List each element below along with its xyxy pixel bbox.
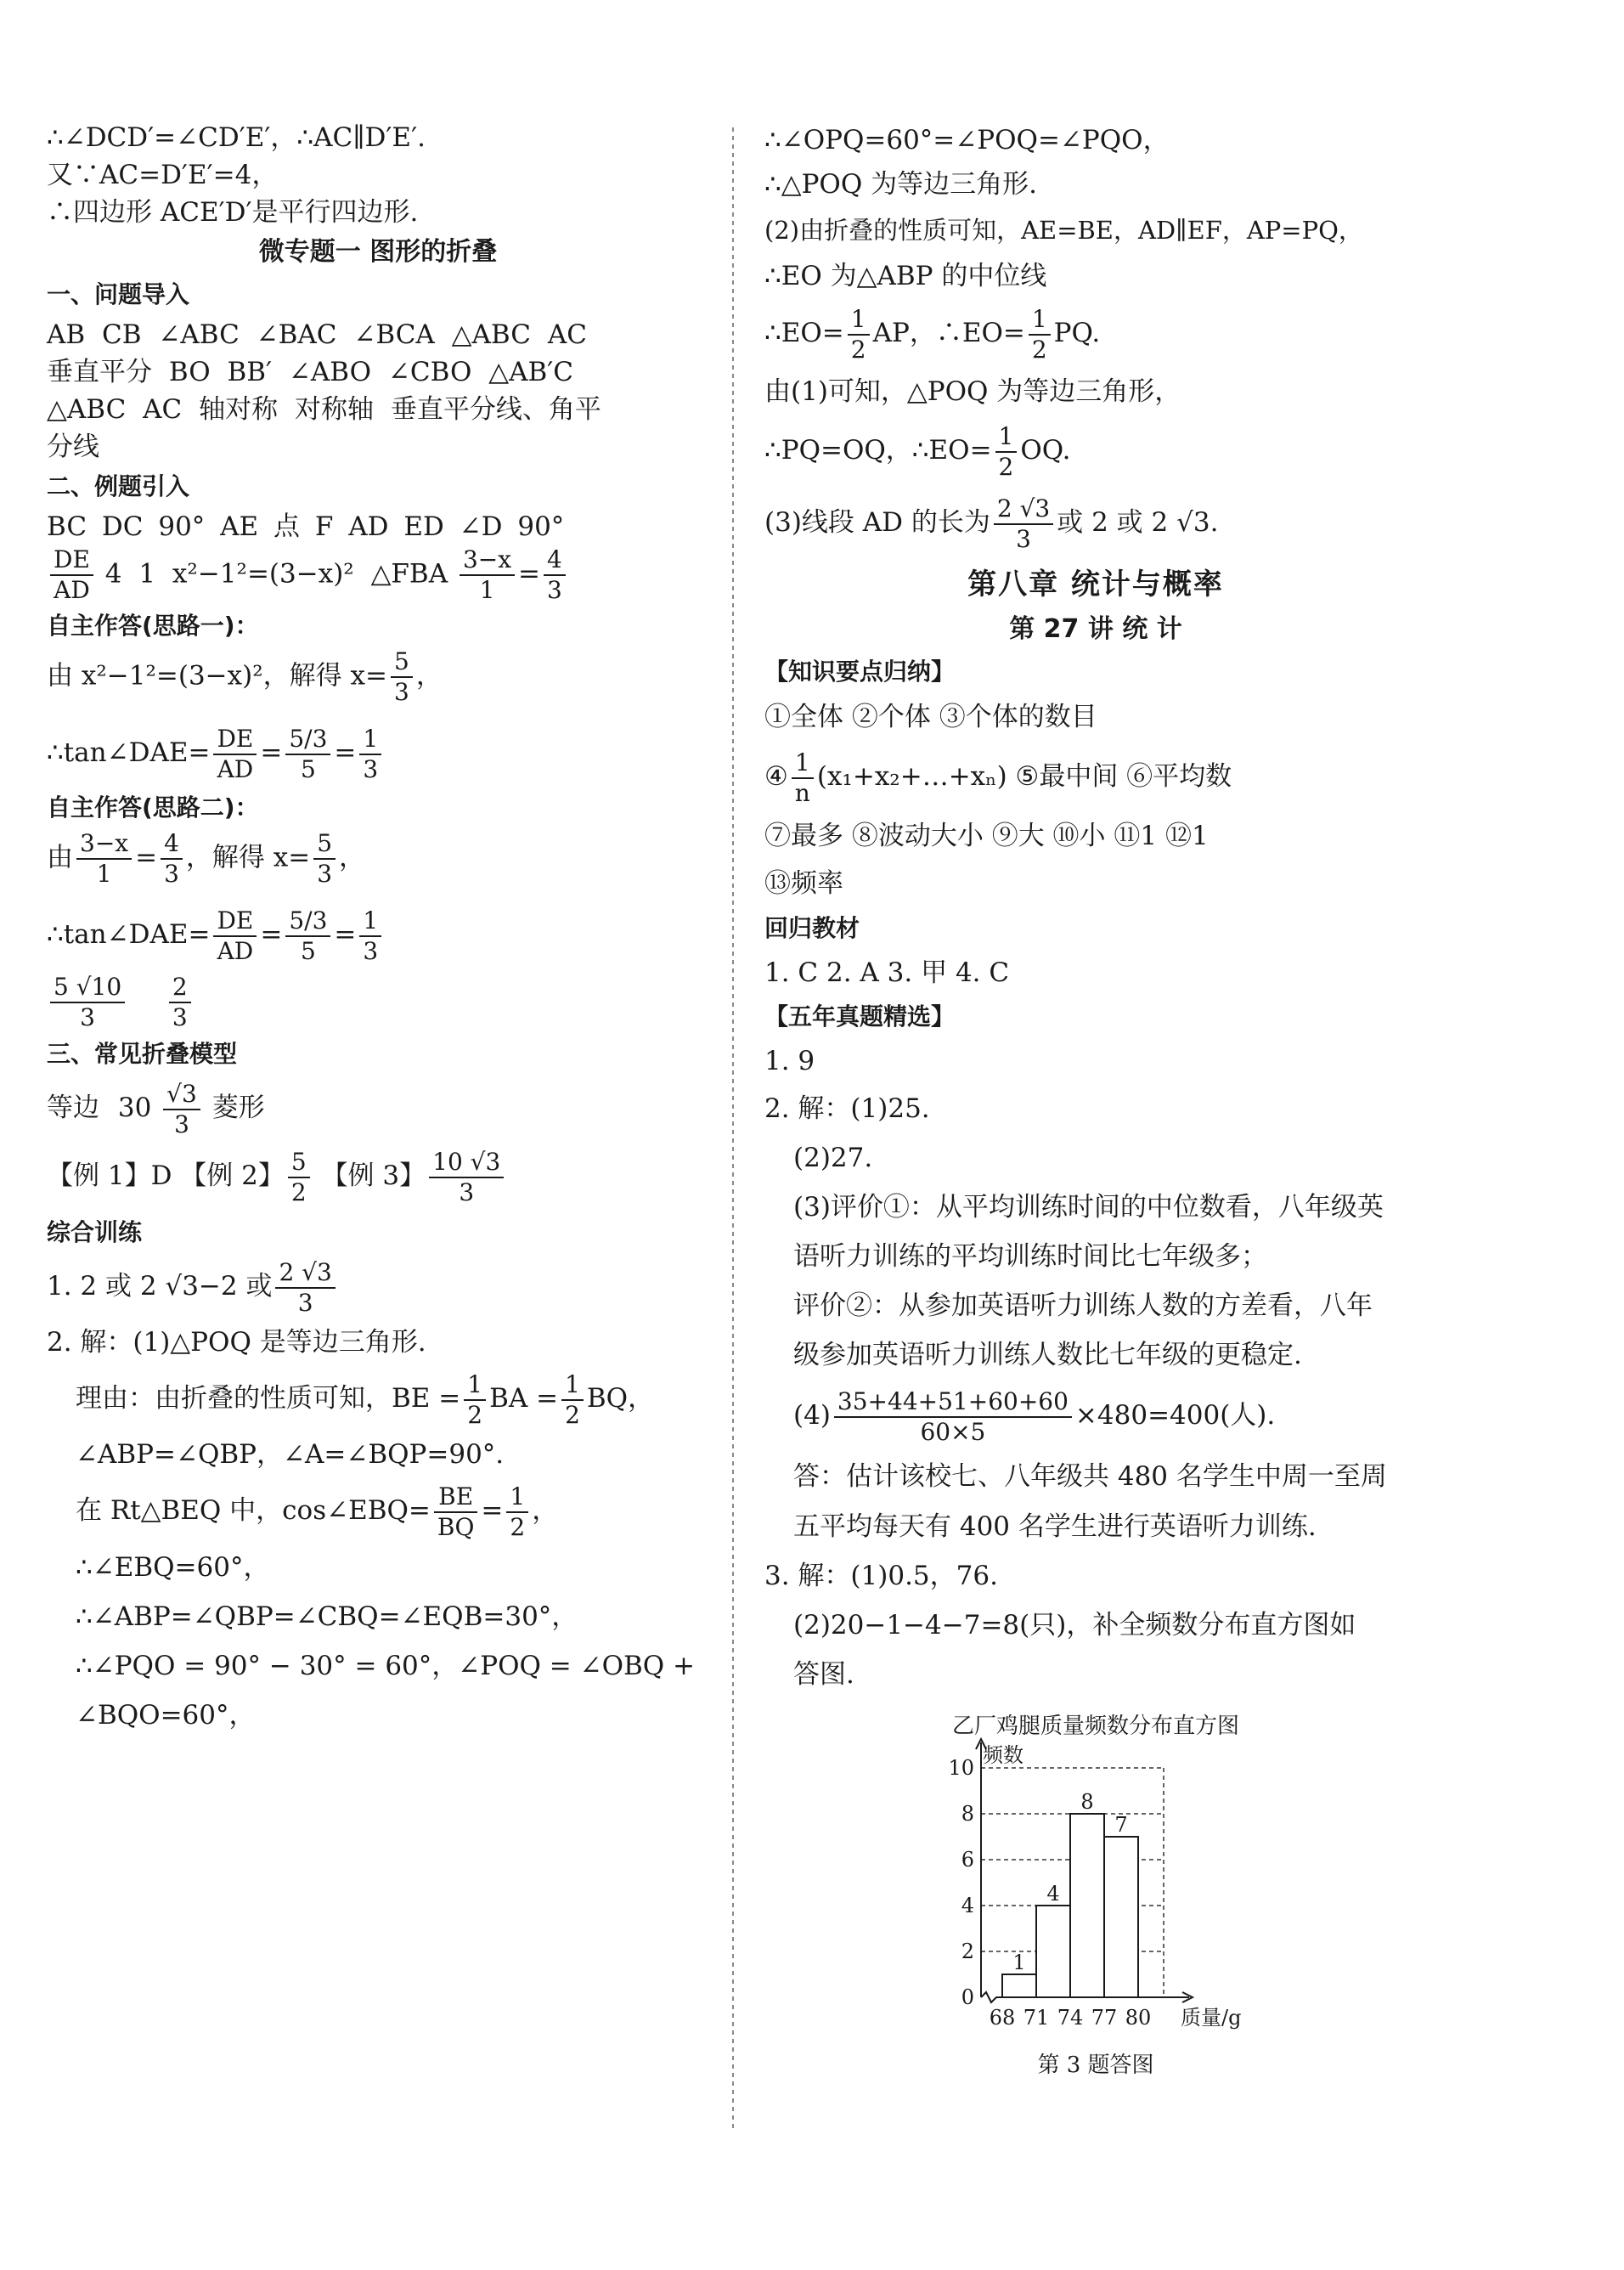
y-axis-label: 频数 <box>983 1743 1023 1767</box>
fraction: $\frac{BE}{BQ}$ <box>434 1482 478 1542</box>
fraction: $\frac{5}{3}$ <box>313 829 336 889</box>
solution-line: 五平均每天有 400 名学生进行英语听力训练. <box>793 1511 1317 1542</box>
text-span: = <box>518 558 541 590</box>
right-column <box>764 119 1427 2078</box>
answer-line: 1. C 2. A 3. 甲 4. C <box>764 957 1010 988</box>
text-span: 在 Rt△BEQ 中，cos∠EBQ= <box>76 1495 431 1526</box>
fraction: $\frac{1}{2}$ <box>506 1482 528 1542</box>
text-span: ， <box>339 842 366 873</box>
fraction: $\frac{4}{3}$ <box>544 545 566 605</box>
bar-value-label: 7 <box>1114 1813 1128 1837</box>
solution-line: (2)由折叠的性质可知，AE=BE，AD∥EF，AP=PQ， <box>764 216 1363 245</box>
text-span: ∴tan∠DAE= <box>47 737 211 768</box>
fraction: $\frac{1}{2}$ <box>848 305 870 364</box>
solution-line <box>47 901 709 968</box>
fraction: $\frac{3-x}{1}$ <box>460 545 515 605</box>
y-tick-label: 6 <box>961 1848 974 1872</box>
solution-line: 答图. <box>793 1659 854 1690</box>
text-span: BQ， <box>586 1383 655 1414</box>
text-span: 由 <box>47 842 73 873</box>
answer-line <box>47 968 709 1033</box>
answer-line: 分线 <box>47 432 99 462</box>
solution-line <box>47 719 709 787</box>
text-span: ， <box>532 1495 559 1526</box>
y-tick-label: 8 <box>961 1802 974 1826</box>
text-span: BA = <box>489 1383 559 1414</box>
text-span: (4) <box>793 1400 831 1431</box>
fraction: $\frac{DE}{AD}$ <box>50 545 93 605</box>
text-line: ∴∠DCD′=∠CD′E′，∴AC∥D′E′. <box>47 122 426 153</box>
text-span: ∴tan∠DAE= <box>47 919 211 950</box>
fraction: $\frac{5}{2}$ <box>288 1148 310 1207</box>
histogram-figure <box>764 1704 1427 2078</box>
fraction: $\frac{1}{2}$ <box>561 1370 584 1430</box>
text-span: ∴EO= <box>764 318 844 348</box>
fraction: $\frac{10 √3}{3}$ <box>429 1148 504 1207</box>
solution-line <box>764 484 1427 561</box>
solution-line: ∴∠EBQ=60°， <box>76 1552 270 1583</box>
text-span: (3)线段 AD 的长为 <box>764 507 990 538</box>
text-span: OQ. <box>1020 435 1071 466</box>
text-span: ④ <box>764 761 788 792</box>
text-span: ×480=400(人). <box>1074 1400 1276 1431</box>
chapter-title: 第八章 统计与概率 <box>967 568 1224 601</box>
x-axis-label: 质量/g <box>1181 2006 1242 2030</box>
text-span: ∴PQ=OQ，∴EO= <box>764 435 992 466</box>
y-tick-label: 0 <box>961 1985 974 2009</box>
lesson-title: 第 27 讲 统 计 <box>1009 614 1182 644</box>
answer-line <box>764 741 1427 812</box>
text-line: ∴四边形 ACE′D′是平行四边形. <box>47 197 419 228</box>
text-span: AP，∴EO= <box>872 318 1025 348</box>
text-span: 【例 3】 <box>313 1160 426 1191</box>
answer-line: ⑦最多 ⑧波动大小 ⑨大 ⑩小 ⑪1 ⑫1 <box>764 821 1209 851</box>
fraction: $\frac{5/3}{5}$ <box>285 725 330 784</box>
x-tick-label: 68 <box>989 2006 1016 2030</box>
fraction: $\frac{√3}{3}$ <box>163 1080 200 1139</box>
text-span: = <box>334 919 357 950</box>
solution-line: 答：估计该校七、八年级共 480 名学生中周一至周 <box>793 1461 1387 1492</box>
text-span: = <box>334 737 357 768</box>
bar-value-label: 8 <box>1080 1790 1094 1814</box>
solution-line: ∴△POQ 为等边三角形. <box>764 169 1037 200</box>
figure-caption: 第 3 题答图 <box>1037 2053 1154 2078</box>
x-tick-label: 80 <box>1125 2006 1152 2030</box>
text-span: PQ. <box>1053 318 1101 348</box>
text-span: = <box>260 919 283 950</box>
text-span: = <box>135 842 158 873</box>
answer-line <box>47 1254 709 1319</box>
text-span: ， <box>415 660 443 692</box>
answer-line: 1. 9 <box>764 1046 815 1076</box>
x-tick-label: 77 <box>1091 2006 1118 2030</box>
fraction: $\frac{1}{n}$ <box>792 748 814 808</box>
solution-line <box>47 1478 709 1543</box>
answer-line <box>47 1140 709 1211</box>
fraction: $\frac{35+44+51+60+60}{60\times 5}$ <box>834 1387 1072 1447</box>
answer-line <box>47 1076 709 1140</box>
text-span: 等边 30 <box>47 1093 152 1123</box>
solution-line: 2. 解：(1)△POQ 是等边三角形. <box>47 1327 426 1358</box>
histogram-bar <box>1036 1906 1070 1997</box>
solution-line: 评价②：从参加英语听力训练人数的方差看，八年 <box>793 1290 1373 1321</box>
section-heading: 三、常见折叠模型 <box>47 1040 238 1068</box>
y-tick-label: 2 <box>961 1940 974 1963</box>
fraction: $\frac{DE}{AD}$ <box>213 725 257 784</box>
section-heading: 一、问题导入 <box>47 280 190 308</box>
histogram-bar <box>1002 1974 1036 1997</box>
histogram-chart <box>764 1704 1427 2078</box>
solution-line <box>47 1366 709 1431</box>
fraction: $\frac{1}{2}$ <box>464 1370 486 1430</box>
solution-line <box>764 299 1427 367</box>
text-span: = <box>260 737 283 768</box>
text-span: 【例 1】D 【例 2】 <box>47 1160 285 1191</box>
y-tick-label: 4 <box>961 1894 974 1917</box>
bar-value-label: 1 <box>1012 1951 1026 1974</box>
section-heading: 自主作答(思路一)： <box>47 612 259 640</box>
section-title: 微专题一 图形的折叠 <box>258 237 498 267</box>
section-heading: 回归教材 <box>764 914 860 942</box>
solution-line: ∴∠OPQ=60°=∠POQ=∠PQO， <box>764 125 1170 155</box>
solution-line: 3. 解：(1)0.5，76. <box>764 1561 998 1591</box>
text-span: 1. 2 或 2 √3−2 或 <box>47 1271 273 1302</box>
text-span: 4 1 x²−1²=(3−x)² △FBA <box>104 558 448 590</box>
solution-line: ∴∠ABP=∠QBP=∠CBQ=∠EQB=30°， <box>76 1601 578 1632</box>
answer-line: △ABC AC 轴对称 对称轴 垂直平分线、角平 <box>47 394 601 425</box>
fraction: $\frac{5/3}{5}$ <box>285 906 330 966</box>
fraction: $\frac{1}{2}$ <box>1029 305 1051 364</box>
fraction: $\frac{4}{3}$ <box>161 829 183 889</box>
histogram-bar <box>1070 1814 1104 1997</box>
section-heading: 综合训练 <box>47 1218 143 1246</box>
solution-line: 级参加英语听力训练人数比七年级的更稳定. <box>793 1340 1302 1370</box>
answer-line <box>47 545 709 605</box>
text-line: 又∵AC=D′E′=4， <box>47 160 279 190</box>
solution-line: ∴EO 为△ABP 的中位线 <box>764 261 1047 291</box>
answer-line: BC DC 90° AE 点 F AD ED ∠D 90° <box>47 511 565 542</box>
solution-line: (2)20−1−4−7=8(只)，补全频数分布直方图如 <box>793 1610 1356 1640</box>
solution-line <box>47 829 709 889</box>
text-span: 或 2 或 2 √3. <box>1057 507 1219 538</box>
text-span: = <box>481 1495 504 1526</box>
fraction: $\frac{3-x}{1}$ <box>76 829 132 889</box>
text-span: 理由：由折叠的性质可知，BE = <box>76 1383 461 1414</box>
section-heading: 二、例题引入 <box>47 472 190 500</box>
section-heading: 【知识要点归纳】 <box>764 658 956 686</box>
x-tick-label: 74 <box>1057 2006 1084 2030</box>
left-column <box>47 119 709 1740</box>
solution-line: (3)评价①：从平均训练时间的中位数看，八年级英 <box>793 1192 1384 1223</box>
fraction: $\frac{2 √3}{3}$ <box>994 494 1053 554</box>
bar-value-label: 4 <box>1046 1882 1060 1906</box>
fraction: $\frac{1}{3}$ <box>359 906 381 966</box>
column-divider <box>732 127 734 2132</box>
fraction: $\frac{DE}{AD}$ <box>213 906 257 966</box>
solution-line <box>764 416 1427 484</box>
solution-line: ∠ABP=∠QBP，∠A=∠BQP=90°. <box>76 1439 505 1470</box>
fraction: $\frac{5 √10}{3}$ <box>50 973 125 1032</box>
section-heading: 【五年真题精选】 <box>764 1002 956 1031</box>
solution-line: 由(1)可知，△POQ 为等边三角形， <box>764 376 1181 407</box>
section-heading: 自主作答(思路二)： <box>47 793 259 822</box>
solution-line: (2)27. <box>793 1143 873 1173</box>
answer-line: ①全体 ②个体 ③个体的数目 <box>764 702 1097 732</box>
x-tick-label: 71 <box>1023 2006 1050 2030</box>
fraction: $\frac{1}{3}$ <box>359 725 381 784</box>
answer-line: 垂直平分 BO BB′ ∠ABO ∠CBO △AB′C <box>47 357 574 387</box>
solution-line: ∴∠PQO = 90° − 30° = 60°，∠POQ = ∠OBQ + <box>76 1651 696 1681</box>
solution-line: 语听力训练的平均训练时间比七年级多； <box>793 1241 1267 1272</box>
solution-line <box>764 1380 1427 1451</box>
text-span: 菱形 <box>211 1093 265 1123</box>
answer-line: AB CB ∠ABC ∠BAC ∠BCA △ABC AC <box>47 319 587 350</box>
solution-line <box>47 647 709 707</box>
fraction: $\frac{5}{3}$ <box>391 647 413 707</box>
solution-line: 2. 解：(1)25. <box>764 1093 930 1124</box>
answer-line: ⑬频率 <box>764 868 843 899</box>
y-tick-label: 10 <box>948 1756 974 1780</box>
fraction: $\frac{1}{2}$ <box>995 422 1018 482</box>
text-span: 由 x²−1²=(3−x)²，解得 x= <box>47 660 387 692</box>
text-span: ，解得 x= <box>185 842 311 873</box>
fraction: $\frac{2 √3}{3}$ <box>275 1258 335 1318</box>
histogram-bar <box>1104 1837 1138 1997</box>
solution-line: ∠BQO=60°， <box>76 1700 256 1731</box>
chart-title: 乙厂鸡腿质量频数分布直方图 <box>951 1714 1240 1739</box>
fraction: $\frac{2}{3}$ <box>169 973 191 1032</box>
text-span: (x₁+x₂+…+xₙ) ⑤最中间 ⑥平均数 <box>816 761 1232 792</box>
